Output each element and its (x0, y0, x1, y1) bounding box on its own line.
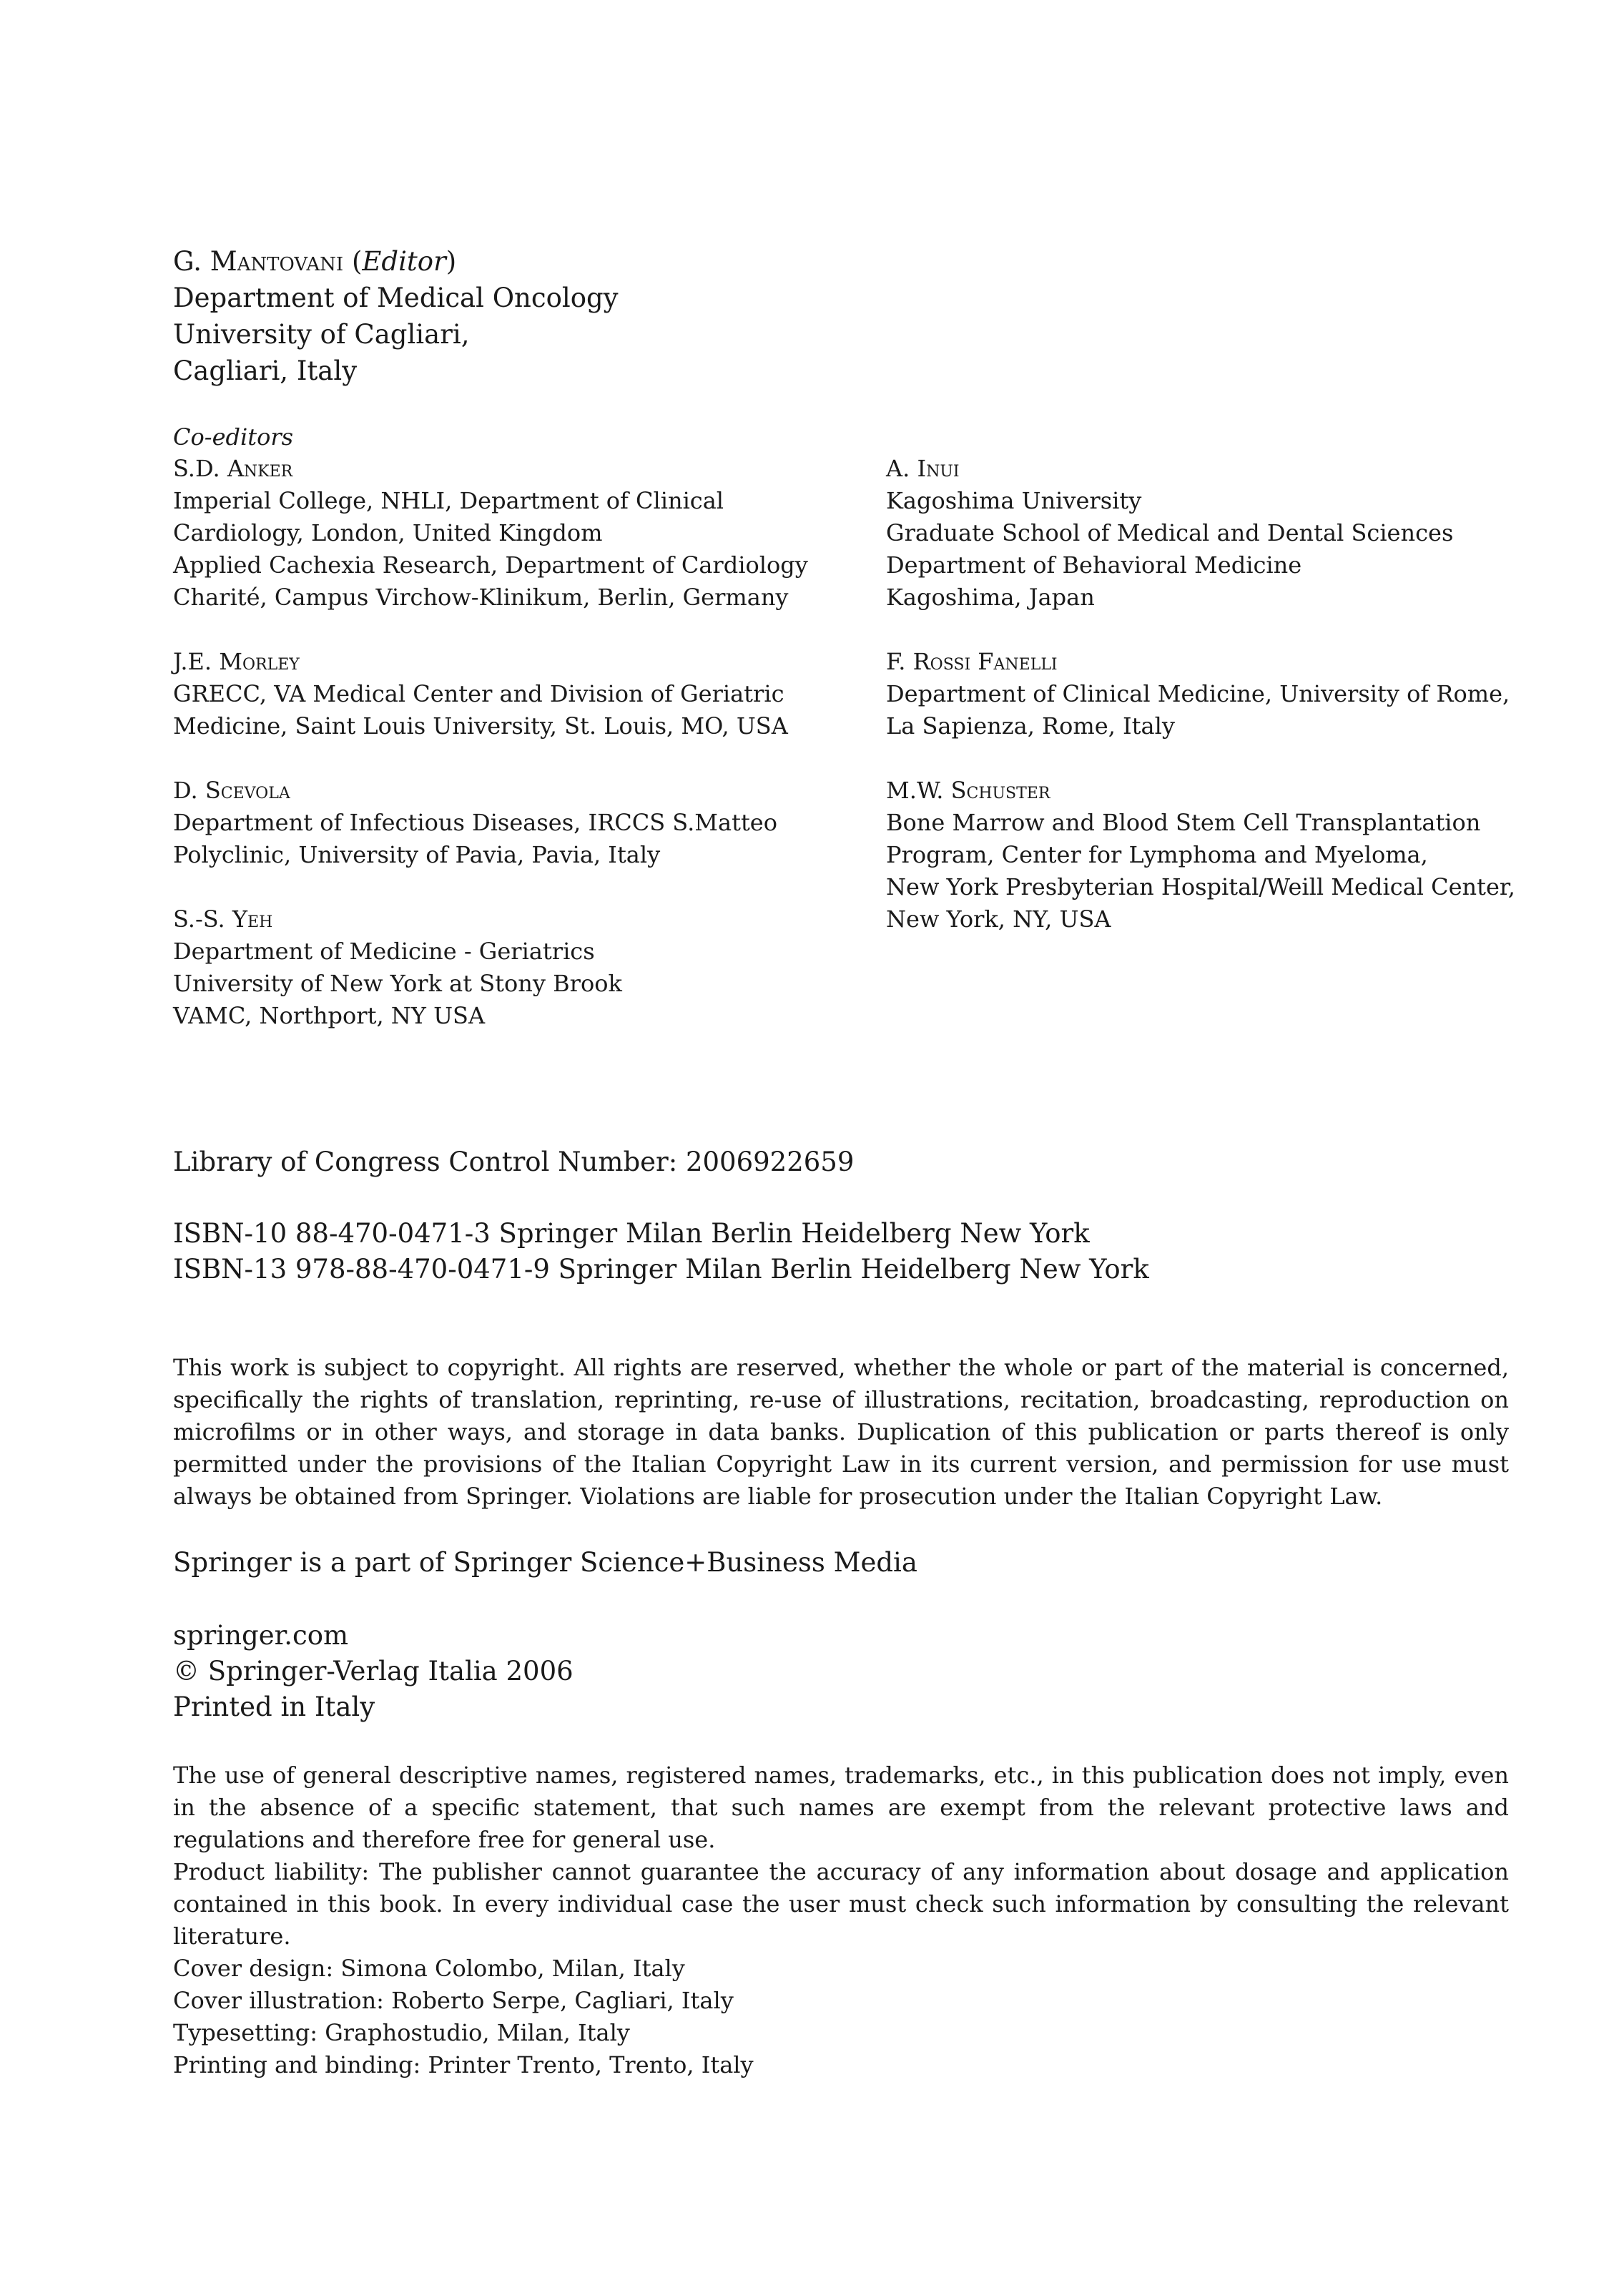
co-editor-affiliation-line: New York, NY, USA (886, 905, 1111, 933)
co-editor-initial: J.E. (173, 648, 212, 675)
credit-line: Cover illustration: Roberto Serpe, Cagliari, Italy (173, 1987, 734, 2014)
co-editor-affiliation-line: Department of Medicine - Geriatrics (173, 938, 595, 965)
co-editor-affiliation-line: Imperial College, NHLI, Department of Clinical (173, 487, 724, 514)
editor-initial: G. (173, 246, 202, 277)
printed-in: Printed in Italy (173, 1692, 375, 1722)
co-editor-initial: S.D. (173, 455, 220, 482)
editor-role-open: ( (351, 246, 363, 277)
co-editor-affiliation-line: Bone Marrow and Blood Stem Cell Transplantation (886, 809, 1481, 836)
co-editor-affiliation-line: New York Presbyterian Hospital/Weill Medical Center, (886, 873, 1515, 900)
co-editor-affiliation-line: Kagoshima, Japan (886, 584, 1095, 611)
co-editor-initial: F. (886, 648, 906, 675)
editor-block (173, 243, 619, 389)
co-editor-affiliation-line: Medicine, Saint Louis University, St. Louis, MO, USA (173, 712, 788, 740)
co-editor-name (173, 775, 777, 807)
co-editor-initial: M.W. (886, 777, 944, 804)
co-editor-affiliation-line: Department of Clinical Medicine, University of Rome, (886, 680, 1510, 707)
co-editor-surname: Anker (227, 455, 293, 482)
co-editor-initial: D. (173, 777, 198, 804)
co-editor-affiliation-line: Applied Cachexia Research, Department of Cardiology (173, 551, 808, 579)
co-editor-initial: S.-S. (173, 905, 225, 933)
product-liability: Product liability: The publisher cannot guarantee the accuracy of any information about dosage and application contained in this book. In every individual case the user must check such information by consulting the relevant literature. (173, 1858, 1509, 1950)
production-credits (173, 1953, 754, 2081)
co-editor-name (886, 453, 1453, 485)
co-editor-surname: Morley (219, 648, 300, 675)
co-editor-scevola (173, 775, 777, 871)
credit-line: Typesetting: Graphostudio, Milan, Italy (173, 2019, 630, 2046)
springer-part-statement: Springer is a part of Springer Science+Business Media (173, 1547, 917, 1578)
isbn-13: ISBN-13 978-88-470-0471-9 Springer Milan Berlin Heidelberg New York (173, 1254, 1149, 1285)
co-editor-affiliation-line: University of New York at Stony Brook (173, 970, 622, 997)
co-editor-initial: A. (886, 455, 910, 482)
copyright-notice: This work is subject to copyright. All rights are reserved, whether the whole or part of the material is concerned, specifically the rights of translation, reprinting, re-use of illustrations, recitation, broadcasting, reproduction on microfilms or in other ways, and storage in data banks. Duplication of this publication or parts thereof is only permitted under the provisions of the Italian Copyright Law in its current version, and permission for use must always be obtained from Springer. Violations are liable for prosecution under the Italian Copyright Law. (173, 1354, 1509, 1510)
co-editor-affiliation-line: VAMC, Northport, NY USA (173, 1002, 486, 1029)
co-editor-anker (173, 453, 808, 614)
lccn: Library of Congress Control Number: 2006922659 (173, 1147, 855, 1177)
co-editor-affiliation-line: Polyclinic, University of Pavia, Pavia, Italy (173, 841, 661, 868)
co-editor-morley (173, 646, 788, 742)
co-editor-surname: Inui (917, 455, 960, 482)
imprint-block (173, 1618, 574, 1725)
co-editor-affiliation-line: Cardiology, London, United Kingdom (173, 519, 603, 546)
co-editor-inui (886, 453, 1453, 614)
co-editor-affiliation-line: Graduate School of Medical and Dental Sciences (886, 519, 1454, 546)
co-editor-name (173, 453, 808, 485)
editor-affiliation-line: Cagliari, Italy (173, 355, 358, 386)
co-editor-affiliation-line: Department of Infectious Diseases, IRCCS S.Matteo (173, 809, 777, 836)
editor-name (173, 243, 619, 280)
credit-line: Printing and binding: Printer Trento, Trento, Italy (173, 2051, 754, 2078)
isbn-10: ISBN-10 88-470-0471-3 Springer Milan Berlin Heidelberg New York (173, 1218, 1090, 1249)
co-editors-label: Co-editors (173, 423, 294, 451)
publisher-website: springer.com (173, 1620, 349, 1651)
co-editor-name (886, 775, 1515, 807)
editor-role-close: ) (446, 246, 457, 277)
co-editor-affiliation-line: Charité, Campus Virchow-Klinikum, Berlin, Germany (173, 584, 789, 611)
co-editor-affiliation-line: La Sapienza, Rome, Italy (886, 712, 1175, 740)
editor-role: Editor (362, 246, 446, 277)
co-editor-affiliation-line: Department of Behavioral Medicine (886, 551, 1302, 579)
isbn-block (173, 1216, 1149, 1287)
co-editor-rossi-fanelli (886, 646, 1510, 742)
co-editor-affiliation-line: Kagoshima University (886, 487, 1142, 514)
co-editor-surname: Yeh (232, 905, 273, 933)
co-editor-surname: Scevola (205, 777, 290, 804)
co-editor-surname: Rossi Fanelli (912, 648, 1058, 675)
trademark-disclaimer: The use of general descriptive names, registered names, trademarks, etc., in this publication does not imply, even in the absence of a specific statement, that such names are exempt from the relevant protective laws and regulations and therefore free for general use. (173, 1762, 1509, 1853)
co-editor-name (173, 903, 622, 936)
credit-line: Cover design: Simona Colombo, Milan, Italy (173, 1955, 685, 1982)
co-editor-name (886, 646, 1510, 678)
editor-affiliation-line: University of Cagliari, (173, 319, 470, 350)
co-editor-yeh (173, 903, 622, 1032)
copyright-line: © Springer-Verlag Italia 2006 (173, 1656, 574, 1687)
editor-surname: Mantovani (210, 246, 344, 277)
co-editor-surname: Schuster (950, 777, 1050, 804)
co-editor-affiliation-line: Program, Center for Lymphoma and Myeloma, (886, 841, 1428, 868)
co-editor-name (173, 646, 788, 678)
co-editor-schuster (886, 775, 1515, 936)
editor-affiliation-line: Department of Medical Oncology (173, 283, 619, 313)
co-editor-affiliation-line: GRECC, VA Medical Center and Division of Geriatric (173, 680, 784, 707)
